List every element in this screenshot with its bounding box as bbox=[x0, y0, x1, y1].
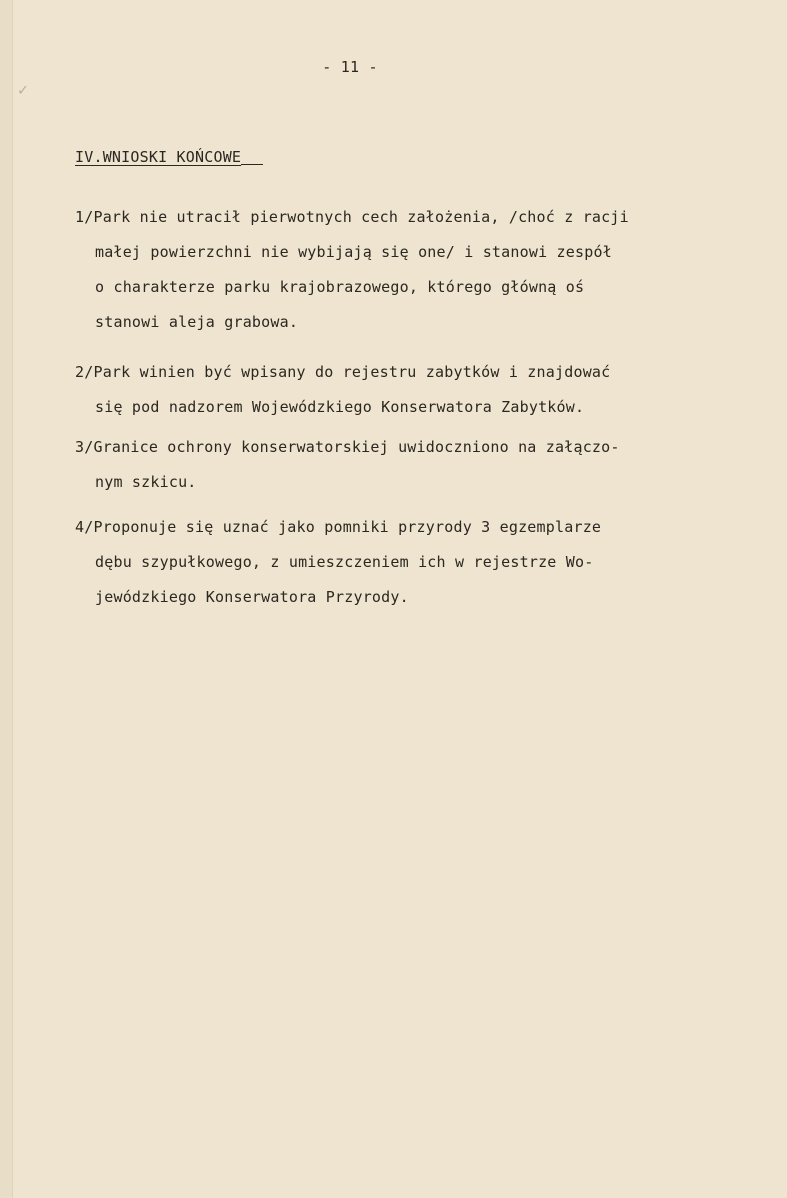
conclusion-point-3 bbox=[75, 430, 715, 500]
point-line: stanowi aleja grabowa. bbox=[95, 313, 299, 331]
point-line: 4/Proponuje się uznać jako pomniki przyrody 3 egzemplarze bbox=[75, 518, 602, 536]
pencil-check-mark-icon: ✓ bbox=[18, 80, 28, 99]
page-number: - 11 - bbox=[322, 58, 378, 76]
conclusion-point-2 bbox=[75, 355, 715, 425]
section-heading-text: IV.WNIOSKI KOŃCOWE bbox=[75, 148, 242, 166]
heading-underline bbox=[241, 164, 263, 165]
conclusion-point-1 bbox=[75, 200, 715, 340]
section-heading bbox=[75, 148, 263, 166]
page-binding-edge bbox=[0, 0, 13, 1198]
point-line: 1/Park nie utracił pierwotnych cech założenia, /choć z racji bbox=[75, 208, 629, 226]
point-line: małej powierzchni nie wybijają się one/ i stanowi zespół bbox=[95, 243, 612, 261]
point-line: o charakterze parku krajobrazowego, którego główną oś bbox=[95, 278, 585, 296]
point-line: nym szkicu. bbox=[95, 473, 197, 491]
point-line: się pod nadzorem Wojewódzkiego Konserwatora Zabytków. bbox=[95, 398, 585, 416]
point-line: 3/Granice ochrony konserwatorskiej uwidoczniono na załączo- bbox=[75, 438, 620, 456]
point-line: dębu szypułkowego, z umieszczeniem ich w rejestrze Wo- bbox=[95, 553, 594, 571]
point-line: 2/Park winien być wpisany do rejestru zabytków i znajdować bbox=[75, 363, 611, 381]
conclusion-point-4 bbox=[75, 510, 715, 615]
point-line: jewódzkiego Konserwatora Przyrody. bbox=[95, 588, 409, 606]
